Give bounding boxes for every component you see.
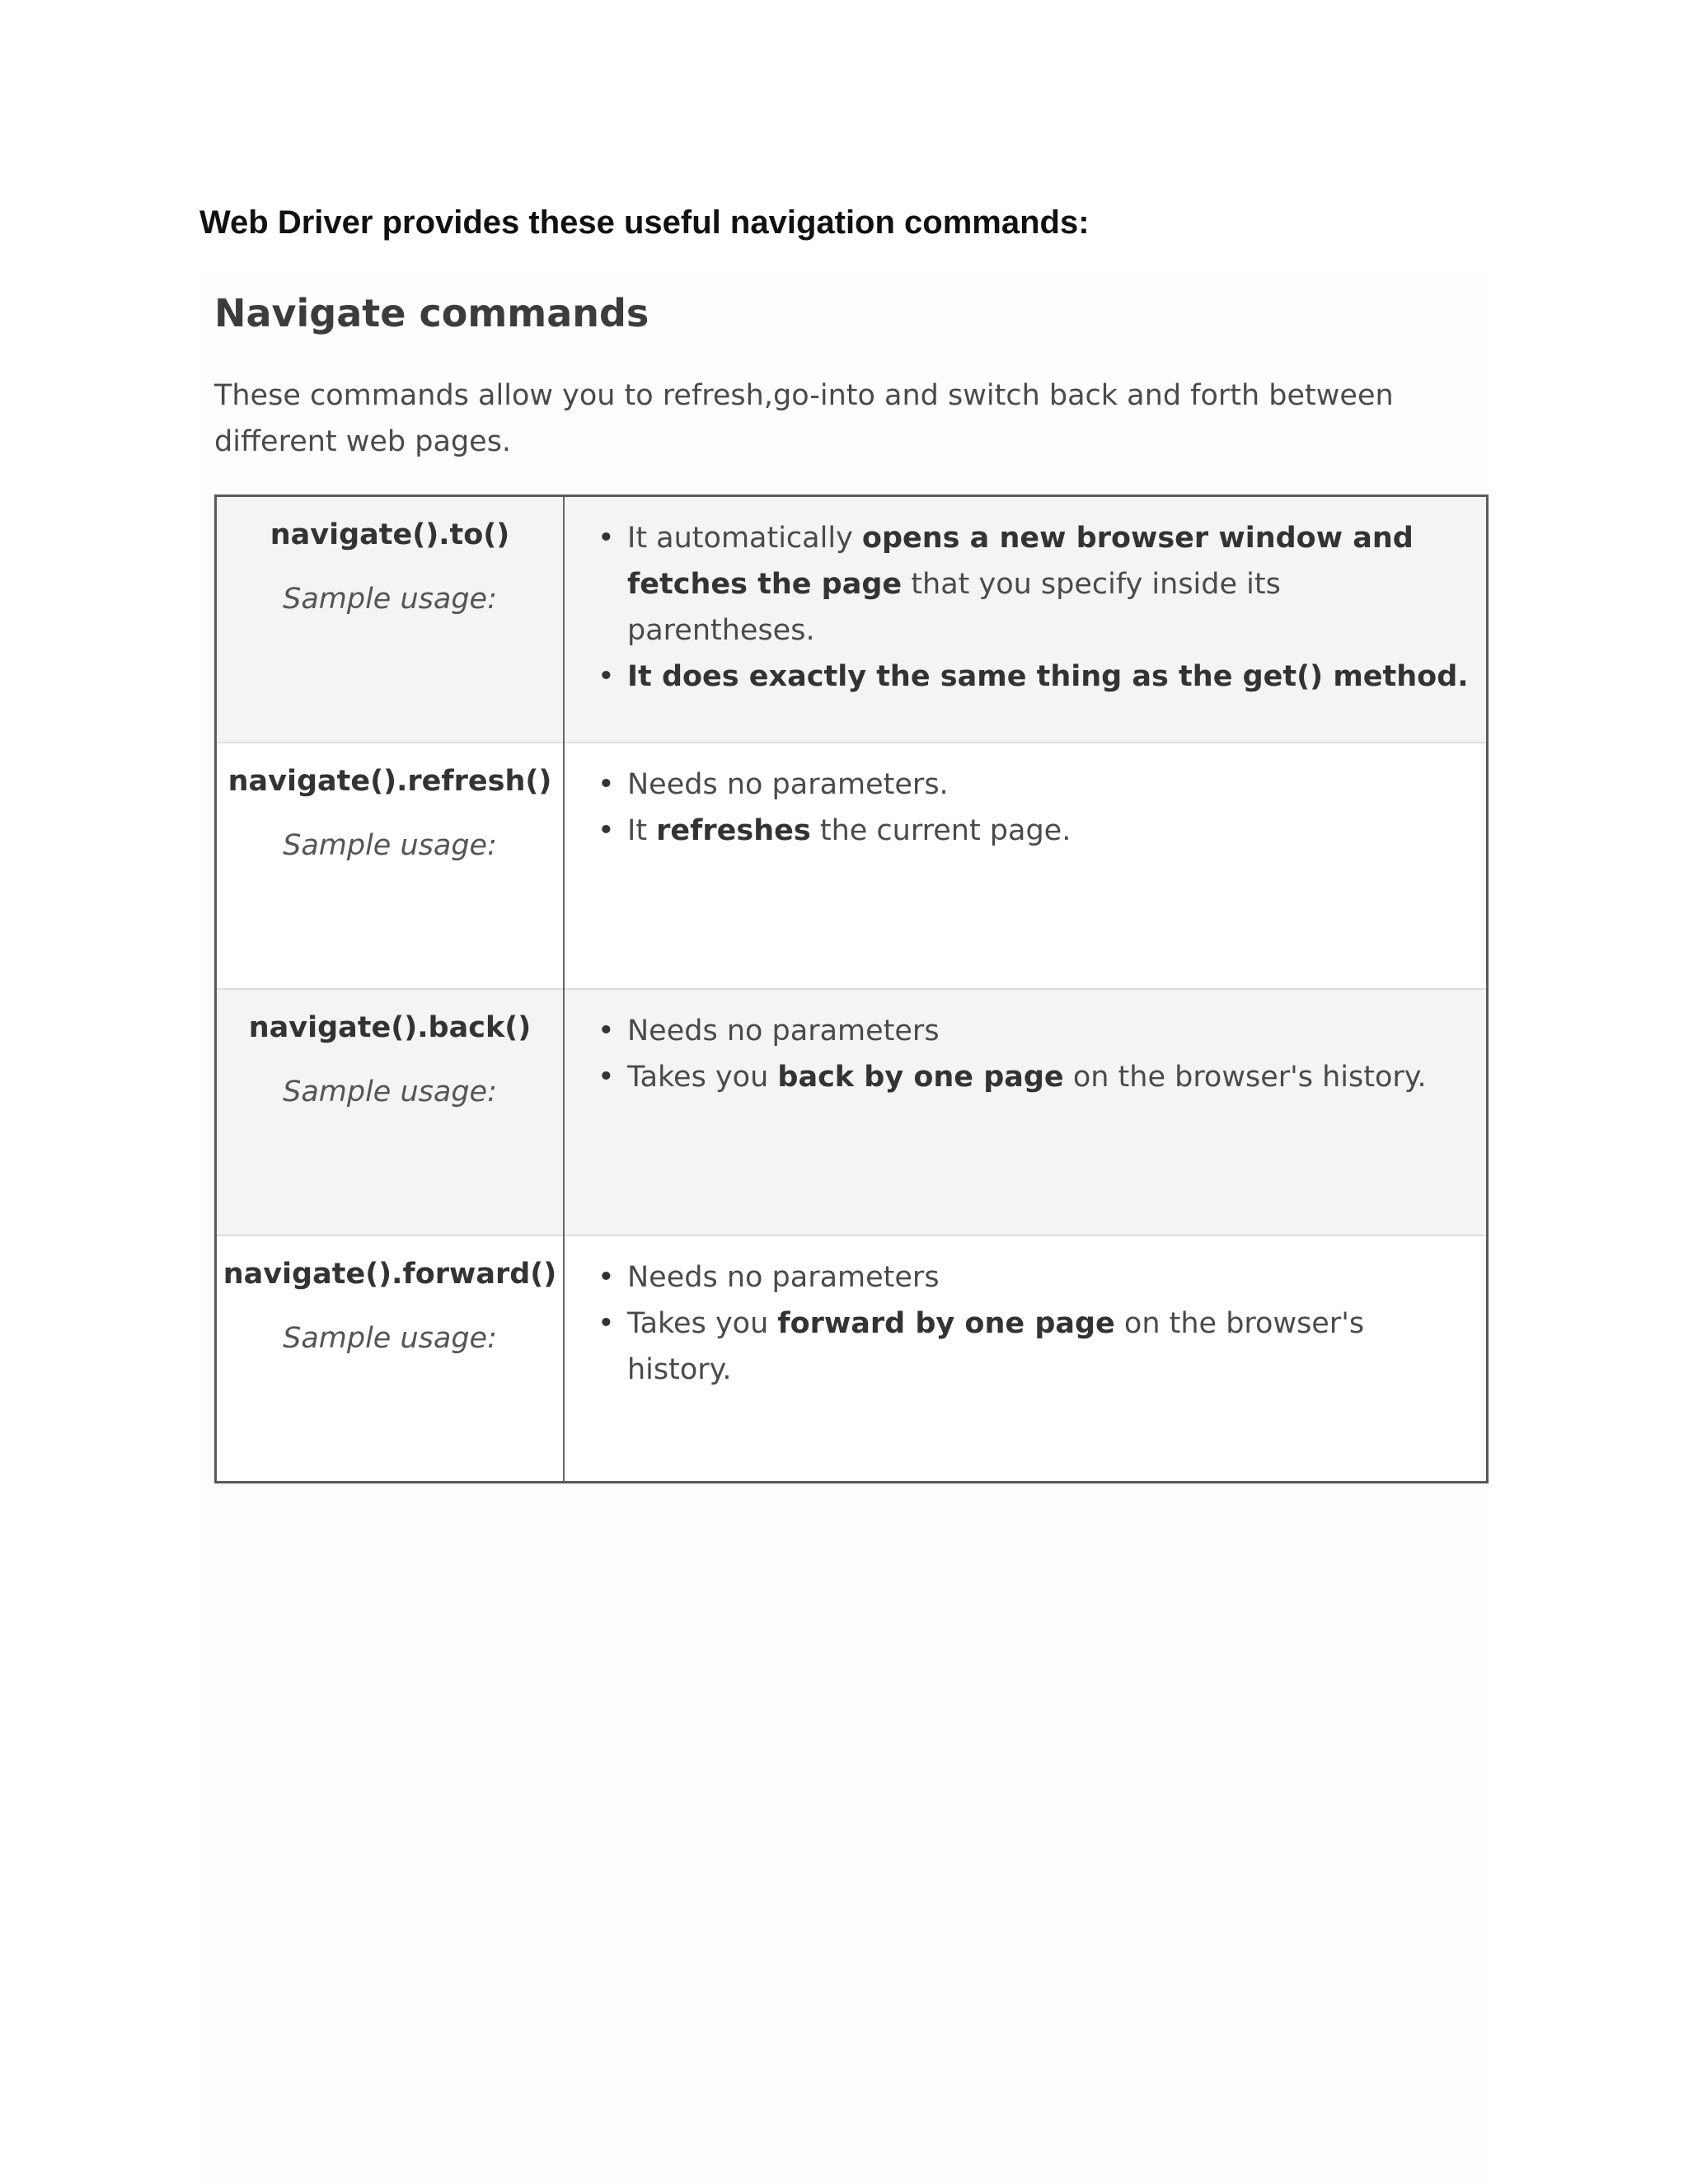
description-text: on the browser's history.: [1063, 1061, 1427, 1094]
bullet-icon: •: [598, 768, 615, 801]
sample-usage-label: Sample usage:: [283, 583, 497, 616]
description-emphasis: forward by one page: [777, 1307, 1115, 1340]
description-emphasis: back by one page: [777, 1061, 1064, 1094]
description-text: Needs no parameters.: [627, 768, 949, 801]
command-name: navigate().back(): [248, 1011, 532, 1044]
description-bullet: [594, 1301, 1473, 1393]
description-list: [594, 515, 1473, 700]
sample-usage-label: Sample usage:: [283, 1076, 497, 1108]
description-cell: [564, 1235, 1488, 1483]
description-text: Needs no parameters: [627, 1015, 940, 1047]
bullet-icon: •: [598, 522, 615, 555]
command-row-forward: [216, 1235, 1488, 1483]
description-text: that you specify inside its parentheses.: [627, 568, 1281, 647]
bullet-icon: •: [598, 1015, 615, 1047]
sample-usage-label: Sample usage:: [283, 1322, 497, 1355]
description-bullet: [594, 808, 1473, 854]
bullet-icon: •: [598, 1061, 615, 1094]
description-cell: [564, 496, 1488, 743]
description-list: [594, 762, 1473, 854]
command-row-to: [216, 496, 1488, 743]
description-text: Needs no parameters: [627, 1261, 940, 1294]
command-name: navigate().to(): [270, 518, 510, 551]
description-bullet: [594, 762, 1473, 808]
description-emphasis: refreshes: [656, 814, 811, 847]
bullet-icon: •: [598, 814, 615, 847]
description-text: It automatically: [627, 522, 862, 555]
command-row-back: [216, 989, 1488, 1235]
description-list: [594, 1008, 1473, 1100]
description-text: It: [627, 814, 657, 847]
page-heading: Web Driver provides these useful navigation commands:: [199, 204, 1090, 241]
description-bullet: [594, 515, 1473, 654]
command-cell: [216, 1235, 565, 1483]
description-text: Takes you: [627, 1307, 778, 1340]
description-list: [594, 1254, 1473, 1393]
command-name: navigate().forward(): [223, 1258, 557, 1291]
command-cell: [216, 989, 565, 1235]
sample-usage-label: Sample usage:: [283, 829, 497, 862]
description-text: on the browser's history.: [627, 1307, 1365, 1386]
description-cell: [564, 989, 1488, 1235]
description-bullet: [594, 1254, 1473, 1301]
bullet-icon: •: [598, 660, 615, 693]
command-row-refresh: [216, 743, 1488, 989]
command-cell: [216, 743, 565, 989]
navigate-commands-table: [214, 494, 1489, 1483]
section-intro: These commands allow you to refresh,go-into and switch back and forth between different web pages.: [214, 379, 1394, 458]
description-bullet: [594, 1054, 1473, 1100]
description-bullet: [594, 1008, 1473, 1054]
command-name: navigate().refresh(): [227, 765, 552, 798]
command-cell: [216, 496, 565, 743]
description-bullet: [594, 654, 1473, 700]
bullet-icon: •: [598, 1307, 615, 1340]
bullet-icon: •: [598, 1261, 615, 1294]
description-text: Takes you: [627, 1061, 778, 1094]
description-text: the current page.: [810, 814, 1071, 847]
description-emphasis: opens a new browser window and fetches the page: [627, 522, 1414, 601]
description-emphasis: It does exactly the same thing as the get() method.: [627, 660, 1469, 693]
section-title: Navigate commands: [214, 291, 649, 335]
description-cell: [564, 743, 1488, 989]
